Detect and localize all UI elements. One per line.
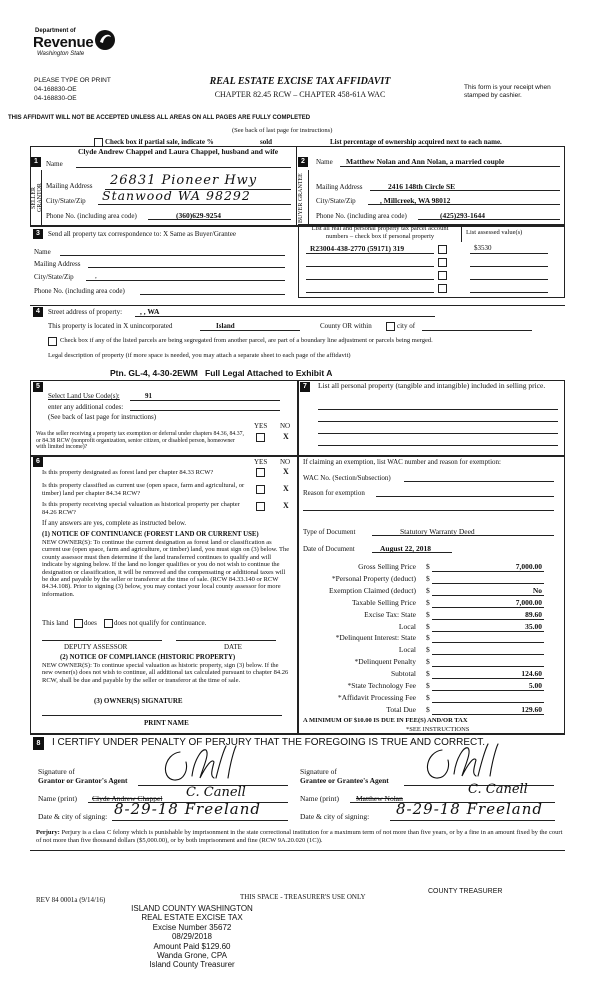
- doc-type-label: Type of Document: [303, 528, 356, 536]
- parcel-personal-checkbox-4[interactable]: [438, 284, 447, 293]
- dor-small-text: Department of: [35, 28, 76, 34]
- section-1-number: 1: [31, 157, 41, 167]
- buyer-name-line: [340, 166, 560, 167]
- wac-label: WAC No. (Section/Subsection): [303, 474, 391, 482]
- section-4-number: 4: [33, 307, 43, 317]
- correspondence-city-line: [86, 280, 285, 281]
- land-use-no-header: NO: [280, 422, 291, 430]
- forest-q3: Is this property receiving special valuation as historical property per chapter 84.26 RCW?: [42, 501, 240, 516]
- grantor-agent-label: Grantor or Grantor's Agent: [38, 776, 128, 785]
- forest-q2-no-mark[interactable]: X: [283, 484, 289, 493]
- claim-label: If claiming an exemption, list WAC number and reason for exemption:: [303, 458, 501, 466]
- section-6-number: 6: [33, 457, 43, 467]
- parcel-number[interactable]: R23004-438-2770 (59171) 319: [310, 244, 405, 253]
- fee-underline: [432, 583, 544, 584]
- does-checkbox[interactable]: [74, 619, 83, 628]
- does-not-checkbox[interactable]: [104, 619, 113, 628]
- fee-label: Exemption Claimed (deduct): [328, 585, 416, 595]
- forest-q1-no-mark[interactable]: X: [283, 467, 289, 476]
- fee-currency: $: [426, 692, 430, 702]
- buyer-mailing-line: [370, 190, 560, 191]
- fee-label: Local: [398, 621, 416, 631]
- additional-codes-label: enter any additional codes:: [48, 403, 124, 411]
- buyer-phone-line: [418, 219, 560, 220]
- section-2-number: 2: [298, 157, 308, 167]
- section-divider: [296, 146, 297, 226]
- parcel-line-4: [306, 292, 434, 293]
- section-8-number: 8: [33, 737, 44, 750]
- grantee-agent-label: Grantee or Grantee's Agent: [300, 776, 389, 785]
- form-title: REAL ESTATE EXCISE TAX AFFIDAVIT: [209, 76, 391, 87]
- correspondence-mailing-line[interactable]: [88, 267, 285, 268]
- grantor-name-hand[interactable]: C. Canell: [186, 785, 246, 800]
- grantee-sig-label: Signature of: [300, 767, 337, 776]
- forest-q3-yes[interactable]: [256, 502, 265, 511]
- grantor-name-label: Name (print): [38, 794, 77, 803]
- fee-underline: [432, 654, 544, 655]
- fee-currency: $: [426, 573, 430, 583]
- fee-underline: [432, 607, 544, 608]
- form-id-1: 04-168830-OE: [34, 86, 77, 93]
- fee-row: [300, 669, 544, 679]
- fee-underline: [432, 666, 544, 667]
- grantor-date-hand[interactable]: 8-29-18 Freeland: [114, 800, 261, 818]
- assessed-line-4: [470, 292, 548, 293]
- footer-rule: [30, 850, 565, 851]
- section-3-number: 3: [33, 229, 43, 239]
- assessed-header: List assessed value(s): [466, 229, 523, 236]
- wac-line[interactable]: [404, 481, 554, 482]
- stamp-line: Excise Number 35672: [152, 922, 232, 932]
- grantor-sig-label: Signature of: [38, 767, 75, 776]
- correspondence-name-line[interactable]: [60, 255, 285, 256]
- fee-row: [300, 645, 544, 655]
- forest-q2: Is this property classified as current use (open space, farm and agricultural, or timber) land per chapter 84.34 RCW?: [42, 482, 245, 497]
- date-label: DATE: [224, 643, 242, 651]
- fee-label: Taxable Selling Price: [351, 597, 416, 607]
- city-of-line: [422, 330, 532, 331]
- assessed-line-1: [470, 253, 548, 254]
- section-4-top-rule: [30, 305, 565, 306]
- city-of-checkbox[interactable]: [386, 322, 395, 331]
- fee-label: Subtotal: [390, 669, 416, 679]
- buyer-phone-label: Phone No. (including area code): [316, 212, 407, 220]
- parcel-divider: [461, 224, 462, 242]
- notice1-text: NEW OWNER(S): To continue the current designation as forest land or classification as current use (open space, farm and agriculture, or timber) land, you must sign on (3) below. The county assessor must then determine if the land transferred continues to qualify and will indicate by signing below. If the land no longer qualifies or you do not wish to continue the designation or classification, it will be removed and the compensating or additional taxes will be due and payable by the seller or transferor at the time of sale. (RCW 84.33.140 or RCW 84.34.108). Prior to signing (3) below, you may contact your local county assessor for more information.: [42, 539, 290, 598]
- treasurer-stamp: [112, 904, 272, 970]
- assessed-line-3: [470, 279, 548, 280]
- located-text: This property is located in X unincorporated: [48, 322, 173, 330]
- fee-underline: [432, 619, 544, 620]
- fee-currency: $: [426, 645, 430, 655]
- seller-mailing-label: Mailing Address: [46, 182, 93, 190]
- correspondence-city-label: City/State/Zip: [34, 273, 74, 281]
- dor-logo: [33, 28, 123, 68]
- buyer-phone[interactable]: (425)293-1644: [440, 211, 485, 220]
- fee-row: [300, 562, 544, 572]
- forest-q1-yes[interactable]: [256, 468, 265, 477]
- grantee-name-struck[interactable]: Matthew Nolan: [356, 794, 403, 803]
- correspondence-phone-line[interactable]: [140, 294, 285, 295]
- fee-underline: [432, 678, 544, 679]
- assessed-value[interactable]: $3530: [474, 244, 492, 252]
- please-type: PLEASE TYPE OR PRINT: [34, 77, 111, 84]
- grantee-name-label: Name (print): [300, 794, 339, 803]
- fee-currency: $: [426, 669, 430, 679]
- buyer-name[interactable]: Matthew Nolan and Ann Nolan, a married couple: [346, 157, 505, 166]
- forest-q3-no-mark[interactable]: X: [283, 501, 289, 510]
- form-id-2: 04-168830-OE: [34, 95, 77, 102]
- stamp-line: Island County Treasurer: [149, 960, 235, 970]
- fee-label: *Affidavit Processing Fee: [337, 692, 416, 702]
- fee-row: [300, 586, 544, 596]
- buyer-city[interactable]: , Millcreek, WA 98012: [380, 196, 451, 205]
- stamp-line: Amount Paid $129.60: [153, 941, 231, 951]
- additional-codes-line[interactable]: [130, 410, 280, 411]
- stamp-line: ISLAND COUNTY WASHINGTON: [131, 904, 253, 913]
- city-of-label: city of: [397, 322, 416, 330]
- grantee-name-hand[interactable]: C. Canell: [468, 782, 528, 797]
- land-use-code[interactable]: 91: [145, 392, 152, 400]
- parcel-personal-checkbox-2[interactable]: [438, 258, 447, 267]
- parcel-personal-checkbox-1[interactable]: [438, 245, 447, 254]
- street-line: [135, 316, 435, 317]
- personal-property-line-2[interactable]: [318, 421, 558, 422]
- does-not-label: does not qualify for continuance.: [114, 619, 207, 627]
- section-8-top-rule: [30, 733, 565, 734]
- seller-phone[interactable]: (360)629-9254: [176, 211, 221, 220]
- dor-big-text: Revenue: [33, 34, 94, 51]
- does-label: does: [84, 619, 97, 627]
- date-line[interactable]: [176, 640, 276, 641]
- doc-date-value[interactable]: August 22, 2018: [380, 544, 432, 553]
- fee-row: [300, 681, 544, 691]
- fee-amount[interactable]: 7,000.00: [515, 597, 542, 607]
- correspondence-phone-label: Phone No. (including area code): [34, 287, 125, 295]
- parcel-line-3: [306, 279, 434, 280]
- fee-underline: [432, 595, 544, 596]
- personal-property-line-3[interactable]: [318, 433, 558, 434]
- dor-state-text: Washington State: [37, 51, 85, 57]
- correspondence-label: Send all property tax correspondence to: X Same as Buyer/Grantee: [48, 230, 236, 238]
- personal-property-line-1[interactable]: [318, 409, 558, 410]
- fee-underline: [432, 631, 544, 632]
- perjury-text: [36, 829, 566, 845]
- receipt-note: This form is your receipt when stamped by cashier.: [464, 84, 551, 99]
- county-line: [200, 330, 300, 331]
- stamp-line: 08/29/2018: [171, 932, 213, 942]
- doc-date-line: [372, 552, 452, 553]
- fee-label: *Delinquent Interest: State: [335, 633, 416, 643]
- buyer-city-label: City/State/Zip: [316, 197, 356, 205]
- fee-row: [300, 598, 544, 608]
- certify-statement: I CERTIFY UNDER PENALTY OF PERJURY THAT THE FOREGOING IS TRUE AND CORRECT.: [52, 737, 486, 748]
- sold-label: sold: [260, 138, 273, 146]
- land-use-label: Select Land Use Code(s):: [48, 392, 120, 400]
- fee-underline: [432, 702, 544, 703]
- county-or-label: County OR within: [320, 322, 372, 330]
- fee-label: *Delinquent Penalty: [354, 657, 416, 667]
- notice2-title: (2) NOTICE OF COMPLIANCE (HISTORIC PROPERTY): [60, 654, 236, 661]
- fee-currency: $: [426, 633, 430, 643]
- correspondence-name-label: Name: [34, 248, 51, 256]
- grantee-date-line: [390, 820, 555, 821]
- reason-line-2[interactable]: [303, 510, 554, 511]
- reason-line-1[interactable]: [376, 496, 554, 497]
- perjury-label: Perjury:: [36, 829, 60, 836]
- correspondence-mailing-label: Mailing Address: [34, 260, 81, 268]
- land-use-line: [130, 400, 280, 401]
- seller-name[interactable]: Clyde Andrew Chappel and Laura Chappel, husband and wife: [78, 147, 279, 156]
- fee-label: *State Technology Fee: [347, 681, 416, 690]
- stamp-line: REAL ESTATE EXCISE TAX: [141, 913, 243, 923]
- legal-value[interactable]: Ptn. GL-4, 4-30-2EWM: [110, 368, 198, 378]
- fee-row: [300, 693, 544, 703]
- notice1-title: (1) NOTICE OF CONTINUANCE (FOREST LAND OR CURRENT USE): [42, 531, 259, 538]
- fee-amount[interactable]: 129.60: [521, 704, 542, 714]
- fee-currency: $: [426, 585, 430, 595]
- fee-label: *Personal Property (deduct): [331, 573, 416, 583]
- buyer-side-label: BUYER GRANTEE: [298, 173, 304, 223]
- fee-amount[interactable]: 124.60: [521, 669, 542, 679]
- fee-amount[interactable]: 35.00: [525, 621, 542, 631]
- rev-label: REV 84 0001a (9/14/16): [36, 896, 106, 904]
- doc-type-value[interactable]: Statutory Warranty Deed: [400, 527, 475, 536]
- fee-currency: $: [426, 657, 430, 667]
- fee-label: Excise Tax: State: [364, 609, 416, 619]
- correspondence-city[interactable]: ,: [95, 272, 97, 280]
- fee-amount[interactable]: 5.00: [528, 681, 542, 690]
- perjury-body: Perjury is a class C felony which is punishable by imprisonment in the state correctional institution for a maximum term of not more than five years, or by a fine in an amount fixed by the court of not more than five thousand dollars ($5,000.00), or by both imprisonment and fine (RCW 9A.20.020 (1C)).: [36, 829, 563, 844]
- treasurer-use: THIS SPACE - TREASURER'S USE ONLY: [240, 893, 366, 901]
- seller-name-label: Name: [46, 160, 63, 168]
- seller-mailing[interactable]: 26831 Pioneer Hwy: [110, 173, 258, 188]
- fee-amount[interactable]: 89.60: [525, 609, 542, 619]
- doc-type-line: [372, 535, 554, 536]
- stamp-line: Wanda Grone, CPA: [157, 951, 227, 961]
- minimum-note: A MINIMUM OF $10.00 IS DUE IN FEE(S) AND/OR TAX: [303, 717, 468, 724]
- fee-label: Local: [398, 645, 416, 655]
- land-use-see-back: (See back of last page for instructions): [48, 413, 157, 421]
- deputy-line[interactable]: [42, 640, 162, 641]
- see-back: (See back of last page for instructions): [232, 127, 333, 134]
- see-instructions: *SEE INSTRUCTIONS: [406, 726, 470, 733]
- seller-city[interactable]: Stanwood WA 98292: [102, 188, 251, 203]
- fee-currency: $: [426, 704, 430, 714]
- buyer-city-line: [368, 204, 560, 205]
- segregated-text: Check box if any of the listed parcels are being segregated from another parcel, are part of a boundary line adjustment or parcels being merged.: [60, 337, 433, 344]
- dor-swoosh-icon: [93, 28, 117, 52]
- buyer-name-label: Name: [316, 158, 333, 166]
- street-label: Street address of property:: [48, 308, 123, 316]
- seller-city-label: City/State/Zip: [46, 197, 86, 205]
- county-value[interactable]: Island: [216, 322, 235, 330]
- buyer-mailing-label: Mailing Address: [316, 183, 363, 191]
- exemption-yes-checkbox[interactable]: [256, 433, 265, 442]
- parcel-line-2: [306, 266, 434, 267]
- fee-currency: $: [426, 681, 430, 690]
- exemption-no-mark[interactable]: X: [283, 432, 289, 441]
- forest-no-header: NO: [280, 458, 291, 466]
- seller-phone-line: [148, 219, 291, 220]
- forest-q2-yes[interactable]: [256, 485, 265, 494]
- fee-underline: [432, 571, 544, 572]
- fee-row: [300, 622, 544, 632]
- seller-name-line: [76, 167, 291, 168]
- fee-amount[interactable]: 7,000.00: [515, 562, 542, 571]
- legal-label: Legal description of property (if more space is needed, you may attach a separate sheet to each page of the affidavit): [48, 352, 351, 359]
- fee-currency: $: [426, 562, 430, 571]
- partial-sale-label: Check box if partial sale, indicate %: [105, 138, 214, 146]
- fee-row: [300, 633, 544, 643]
- print-name-label: PRINT NAME: [144, 719, 189, 727]
- section-5-number: 5: [33, 382, 43, 392]
- seller-side-label: SELLER GRANTOR: [31, 183, 43, 213]
- legal-attached[interactable]: Full Legal Attached to Exhibit A: [205, 368, 333, 378]
- forest-q1: Is this property designated as forest land per chapter 84.33 RCW?: [42, 469, 214, 476]
- exemption-question: Was the seller receiving a property tax exemption or deferral under chapters 84.36, 84.37, or 84.38 RCW (nonprofit organization, senior citizen, or disabled person, homeowner with limited income)?: [36, 431, 244, 450]
- owner-sig-line[interactable]: [42, 715, 282, 716]
- owner-sig-label: (3) OWNER(S) SIGNATURE: [94, 697, 183, 705]
- this-land-label: This land: [42, 619, 69, 627]
- fee-underline: [432, 690, 544, 691]
- fee-amount[interactable]: No: [532, 585, 542, 595]
- fee-row: [300, 610, 544, 620]
- fee-currency: $: [426, 597, 430, 607]
- forest-yes-header: YES: [254, 458, 268, 466]
- land-use-yes-header: YES: [254, 422, 268, 430]
- fee-row: [300, 705, 544, 715]
- section-7-number: 7: [300, 382, 310, 392]
- grantor-date-line: [112, 820, 288, 821]
- grantor-date-label: Date & city of signing:: [38, 812, 108, 821]
- doc-date-label: Date of Document: [303, 545, 355, 553]
- grantee-date-label: Date & city of signing:: [300, 812, 370, 821]
- county-treasurer: COUNTY TREASURER: [428, 888, 503, 895]
- fee-row: [300, 657, 544, 667]
- grantor-name-struck[interactable]: Clyde Andrew Chappel: [92, 794, 163, 803]
- seller-phone-label: Phone No. (including area code): [46, 212, 137, 220]
- seller-city-line: [98, 204, 291, 205]
- parcel-personal-checkbox-3[interactable]: [438, 271, 447, 280]
- personal-property-label: List all personal property (tangible and intangible) included in selling price.: [318, 381, 546, 390]
- notice2-text: NEW OWNER(S): To continue special valuation as historic property, sign (3) below. If the new owner(s) does not wish to continue, all additional tax calculated pursuant to chapter 84.26 RCW, shall be due and payable by the seller or transferor at the time of sale.: [42, 662, 289, 684]
- fee-underline: [432, 642, 544, 643]
- fee-currency: $: [426, 609, 430, 619]
- segregated-checkbox[interactable]: [48, 337, 57, 346]
- fee-underline: [432, 714, 544, 715]
- grantee-date-hand[interactable]: 8-29-18 Freeland: [396, 800, 543, 818]
- parcel-line-1: [306, 253, 434, 254]
- buyer-mailing[interactable]: 2416 148th Circle SE: [388, 182, 456, 191]
- warning-text: THIS AFFIDAVIT WILL NOT BE ACCEPTED UNLESS ALL AREAS ON ALL PAGES ARE FULLY COMPLETED: [8, 115, 311, 121]
- deputy-label: DEPUTY ASSESSOR: [64, 643, 128, 651]
- fee-label: Total Due: [386, 704, 416, 714]
- assessed-line-2: [470, 266, 548, 267]
- parcel-header: List all real and personal property tax parcel account numbers – check box if personal property: [311, 225, 449, 240]
- form-chapter: CHAPTER 82.45 RCW – CHAPTER 458-61A WAC: [214, 90, 386, 99]
- fee-label: Gross Selling Price: [358, 562, 416, 571]
- personal-property-line-4[interactable]: [318, 445, 558, 446]
- fee-currency: $: [426, 621, 430, 631]
- street-value[interactable]: , , WA: [140, 307, 160, 316]
- fee-row: [300, 574, 544, 584]
- forest-any-yes: If any answers are yes, complete as instructed below.: [42, 520, 187, 527]
- reason-label: Reason for exemption: [303, 489, 365, 497]
- ownership-label: List percentage of ownership acquired next to each name.: [330, 138, 502, 146]
